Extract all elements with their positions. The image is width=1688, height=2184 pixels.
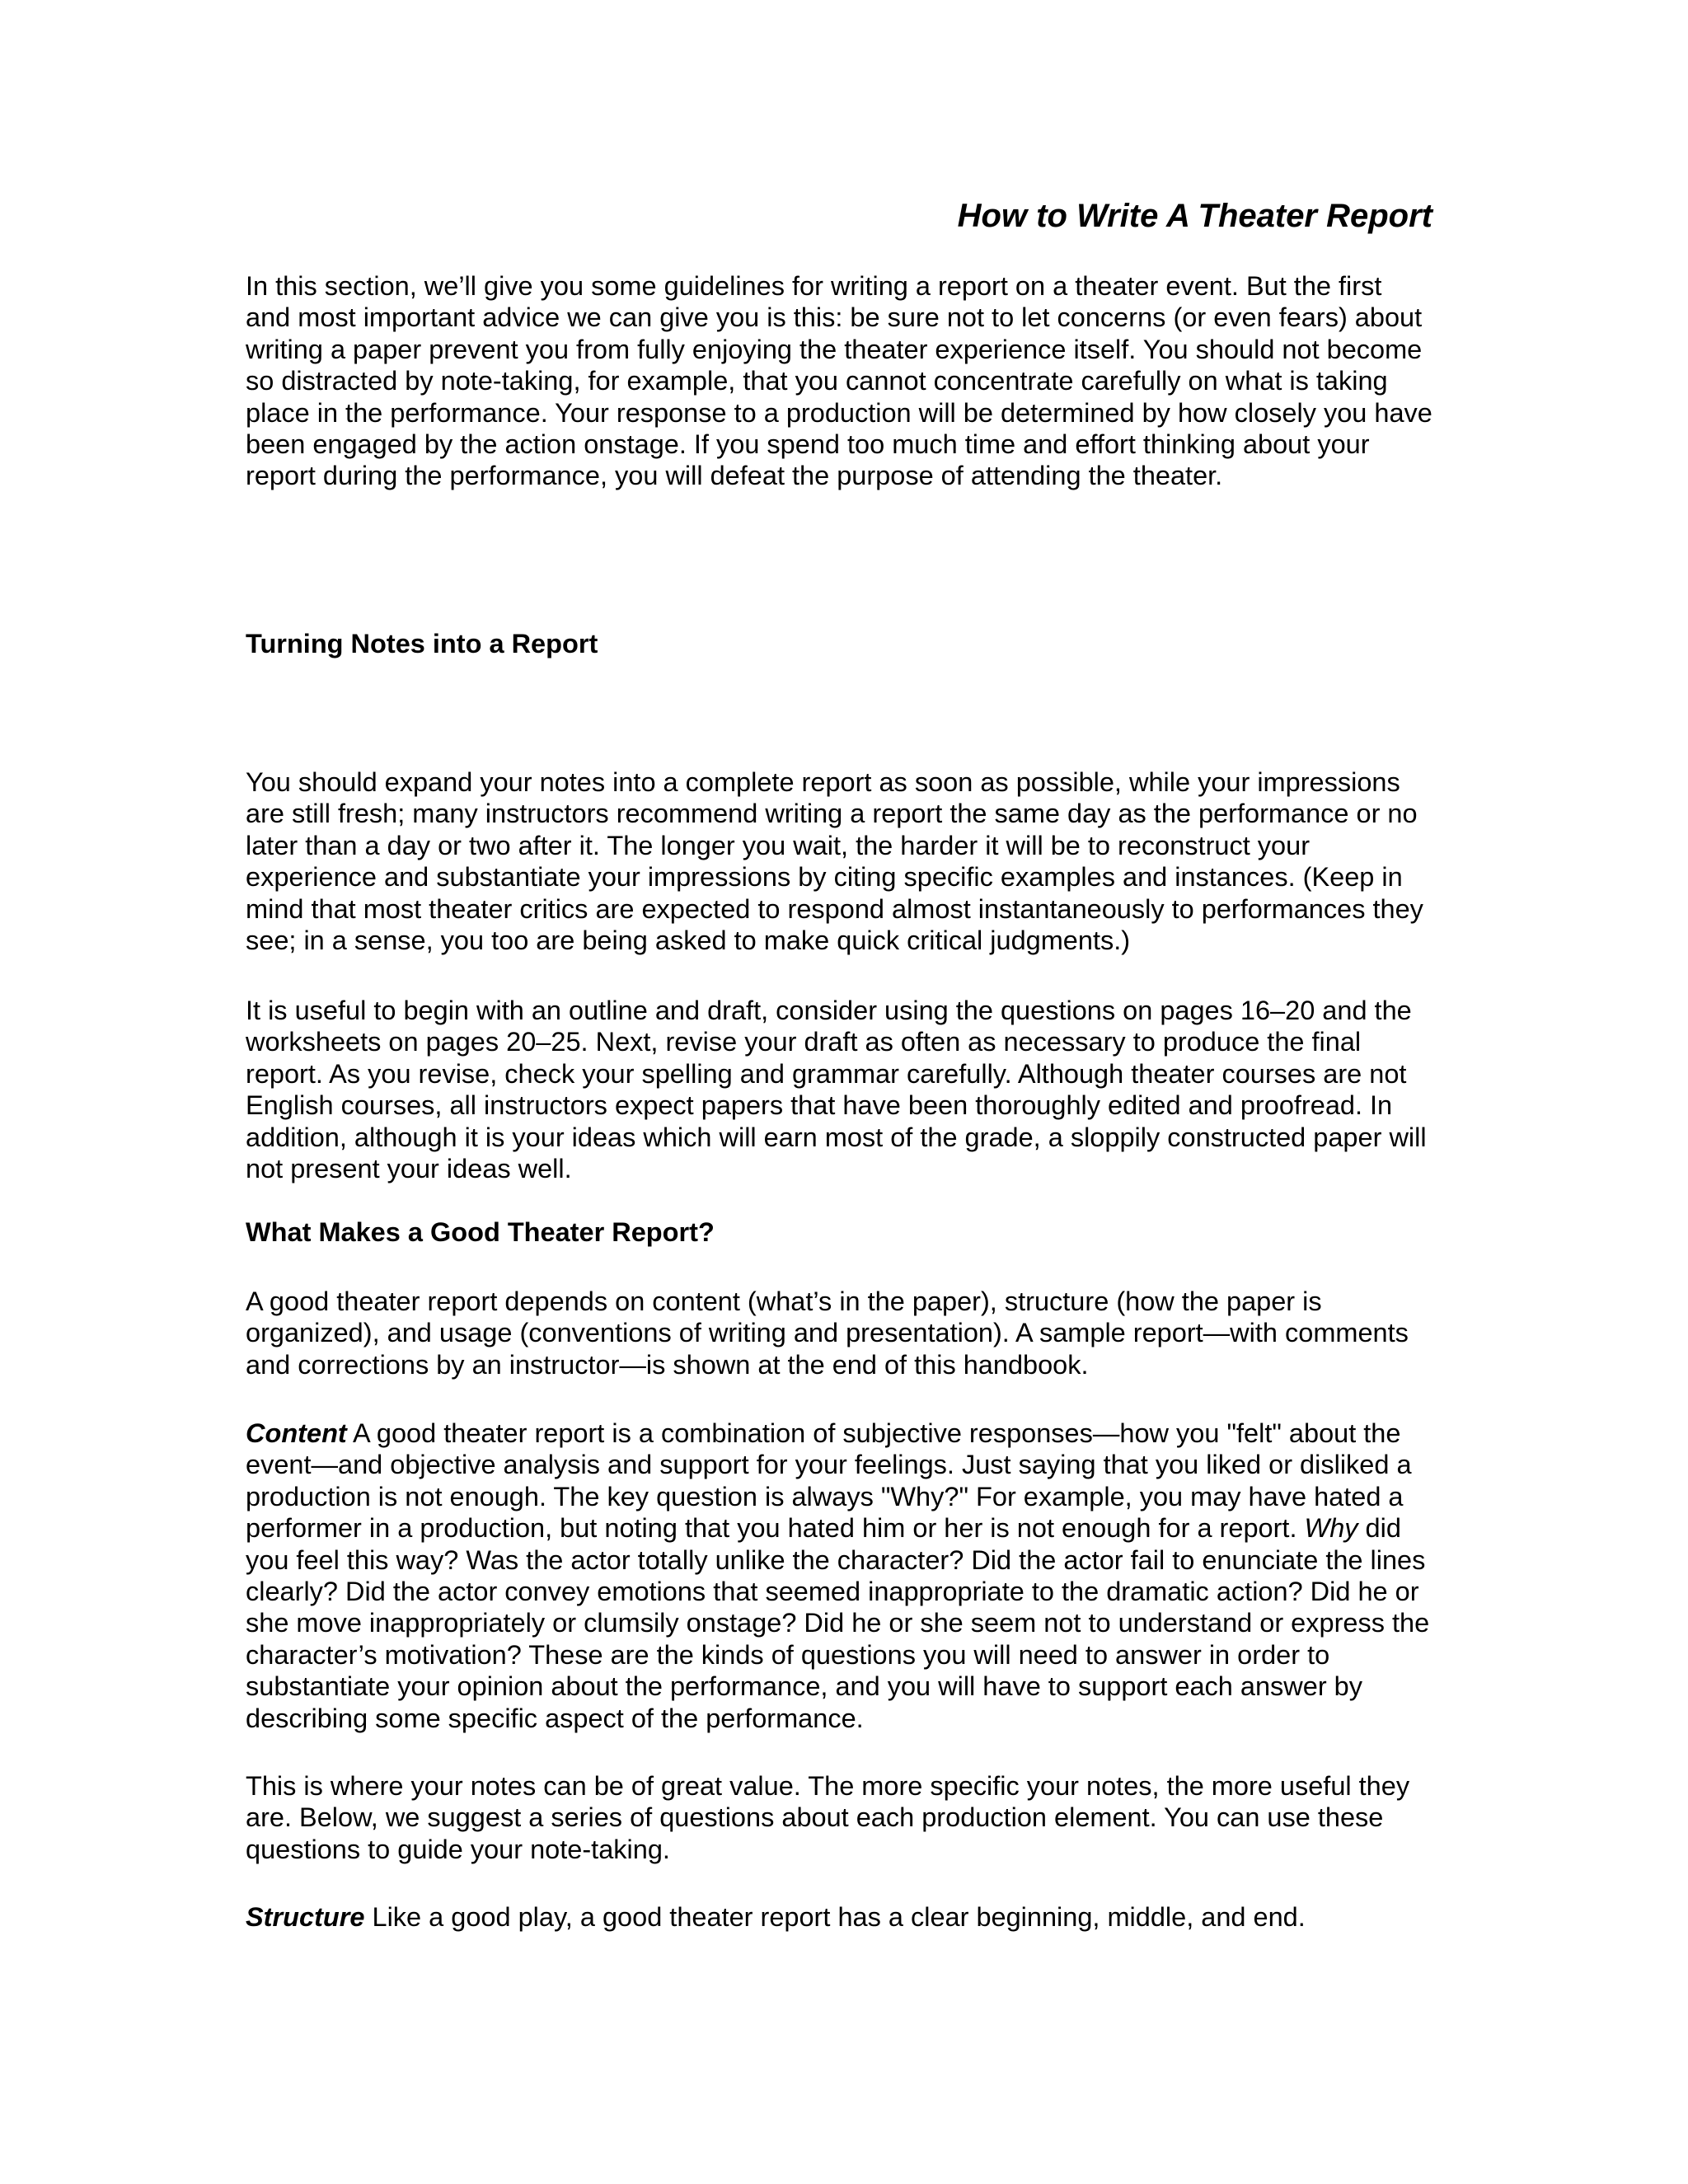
notes-value-paragraph: This is where your notes can be of great value. The more specific your notes, the more useful they are. Below, we suggest a series of questions about each production element. You can use these questions to guide your note-taking.: [246, 1771, 1410, 1864]
content-emphasis: Why: [1304, 1513, 1358, 1544]
content-text-b: did you feel this way? Was the actor totally unlike the character? Did the actor fail to enunciate the lines clearly? Did the actor convey emotions that seemed inappropriate to the dramatic action? Did he or she move inappropriately or clumsily onstage? Did he or she seem not to understand or express the character’s motivation? These are the kinds of questions you will need to answer in order to substantiate your opinion about the performance, and you will have to support each answer by describing some specific aspect of the performance.: [246, 1513, 1430, 1733]
structure-paragraph: [246, 1901, 1432, 1933]
content-paragraph: [246, 1418, 1432, 1734]
good-report-paragraph-1: A good theater report depends on content (what’s in the paper), structure (how the paper is organized), and usage (conventions of writing and presentation). A sample report—with comments and corrections by an instructor—is shown at the end of this handbook.: [246, 1286, 1409, 1380]
intro-paragraph: In this section, we’ll give you some guidelines for writing a report on a theater event. But the first and most important advice we can give you is this: be sure not to let concerns (or even fears) about writing a paper prevent you from fully enjoying the theater experience itself. You should not become so distracted by note-taking, for example, that you cannot concentrate carefully on what is taking place in the performance. Your response to a production will be determined by how closely you have been engaged by the action onstage. If you spend too much time and effort thinking about your report during the performance, you will defeat the purpose of attending the theater.: [246, 271, 1432, 491]
content-text-a: A good theater report is a combination of subjective responses—how you "felt" about the event—and objective analysis and support for your feelings. Just saying that you liked or disliked a production is not enough. The key question is always "Why?" For example, you may have hated a performer in a production, but noting that you hated him or her is not enough for a report.: [246, 1418, 1412, 1544]
turning-notes-paragraph-2: It is useful to begin with an outline and draft, consider using the questions on pages 16–20 and the worksheets on pages 20–25. Next, revise your draft as often as necessary to produce the final report. As you revise, check your spelling and grammar carefully. Although theater courses are not English courses, all instructors expect papers that have been thoroughly edited and proofread. In addition, although it is your ideas which will earn most of the grade, a sloppily constructed paper will not present your ideas well.: [246, 996, 1427, 1184]
section-heading-turning-notes: Turning Notes into a Report: [246, 629, 598, 658]
section-heading-good-report: What Makes a Good Theater Report?: [246, 1217, 715, 1247]
structure-text: Like a good play, a good theater report has a clear beginning, middle, and end.: [364, 1902, 1306, 1932]
document-title: How to Write A Theater Report: [957, 198, 1432, 234]
structure-lead-term: Structure: [246, 1902, 365, 1932]
content-lead-term: Content: [246, 1418, 347, 1448]
turning-notes-paragraph-1: You should expand your notes into a complete report as soon as possible, while your impressions are still fresh; many instructors recommend writing a report the same day as the performance or no later than a day or two after it. The longer you wait, the harder it will be to reconstruct your experience and substantiate your impressions by citing specific examples and instances. (Keep in mind that most theater critics are expected to respond almost instantaneously to performances they see; in a sense, you too are being asked to make quick critical judgments.): [246, 767, 1423, 956]
